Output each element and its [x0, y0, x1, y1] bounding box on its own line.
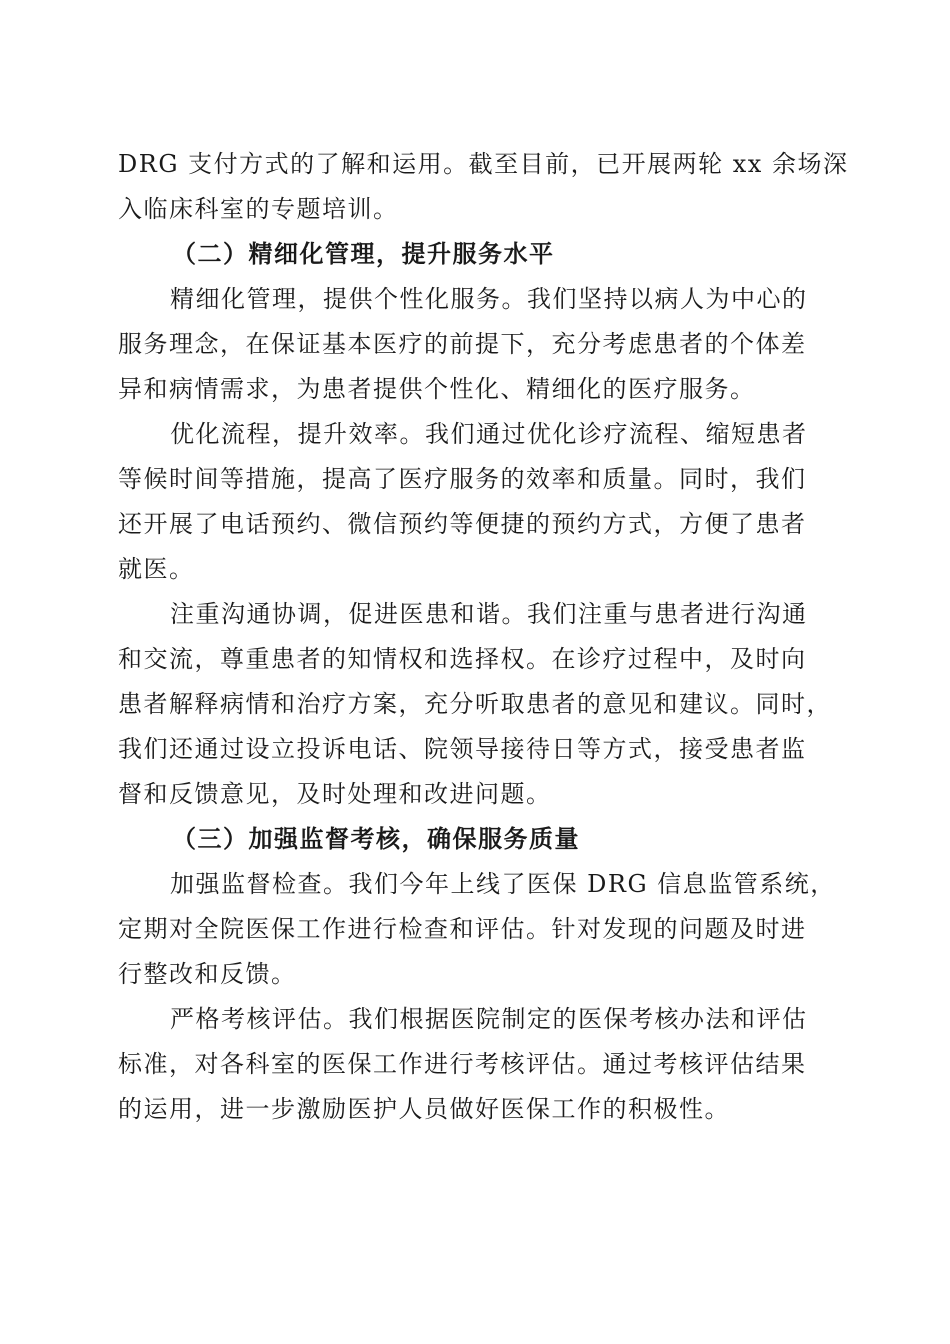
heading-section-3: （三）加强监督考核，确保服务质量 — [172, 824, 580, 853]
text-line: 严格考核评估。我们根据医院制定的医保考核办法和评估 — [170, 1005, 808, 1033]
text-line: 行整改和反馈。 — [118, 960, 297, 988]
text-line: 标准，对各科室的医保工作进行考核评估。通过考核评估结果 — [118, 1050, 807, 1078]
text-line: 加强监督检查。我们今年上线了医保 DRG 信息监管系统， — [170, 870, 836, 898]
text-line: 入临床科室的专题培训。 — [118, 195, 399, 223]
text-line: 患者解释病情和治疗方案，充分听取患者的意见和建议。同时， — [118, 690, 832, 718]
text-line: 就医。 — [118, 555, 195, 583]
text-line: 的运用，进一步激励医护人员做好医保工作的积极性。 — [118, 1095, 730, 1123]
text-line: 和交流，尊重患者的知情权和选择权。在诊疗过程中，及时向 — [118, 645, 807, 673]
text-line: 服务理念，在保证基本医疗的前提下，充分考虑患者的个体差 — [118, 330, 807, 358]
text-line: 还开展了电话预约、微信预约等便捷的预约方式，方便了患者 — [118, 510, 807, 538]
text-line: DRG 支付方式的了解和运用。截至目前，已开展两轮 xx 余场深 — [118, 150, 849, 178]
text-line: 我们还通过设立投诉电话、院领导接待日等方式，接受患者监 — [118, 735, 807, 763]
text-line: 精细化管理，提供个性化服务。我们坚持以病人为中心的 — [170, 285, 808, 313]
text-line: 注重沟通协调，促进医患和谐。我们注重与患者进行沟通 — [170, 600, 808, 628]
text-line: 督和反馈意见，及时处理和改进问题。 — [118, 780, 552, 808]
heading-section-2: （二）精细化管理，提升服务水平 — [172, 239, 555, 268]
text-line: 优化流程，提升效率。我们通过优化诊疗流程、缩短患者 — [170, 420, 808, 448]
text-line: 等候时间等措施，提高了医疗服务的效率和质量。同时，我们 — [118, 465, 807, 493]
text-line: 异和病情需求，为患者提供个性化、精细化的医疗服务。 — [118, 375, 756, 403]
text-line: 定期对全院医保工作进行检查和评估。针对发现的问题及时进 — [118, 915, 807, 943]
